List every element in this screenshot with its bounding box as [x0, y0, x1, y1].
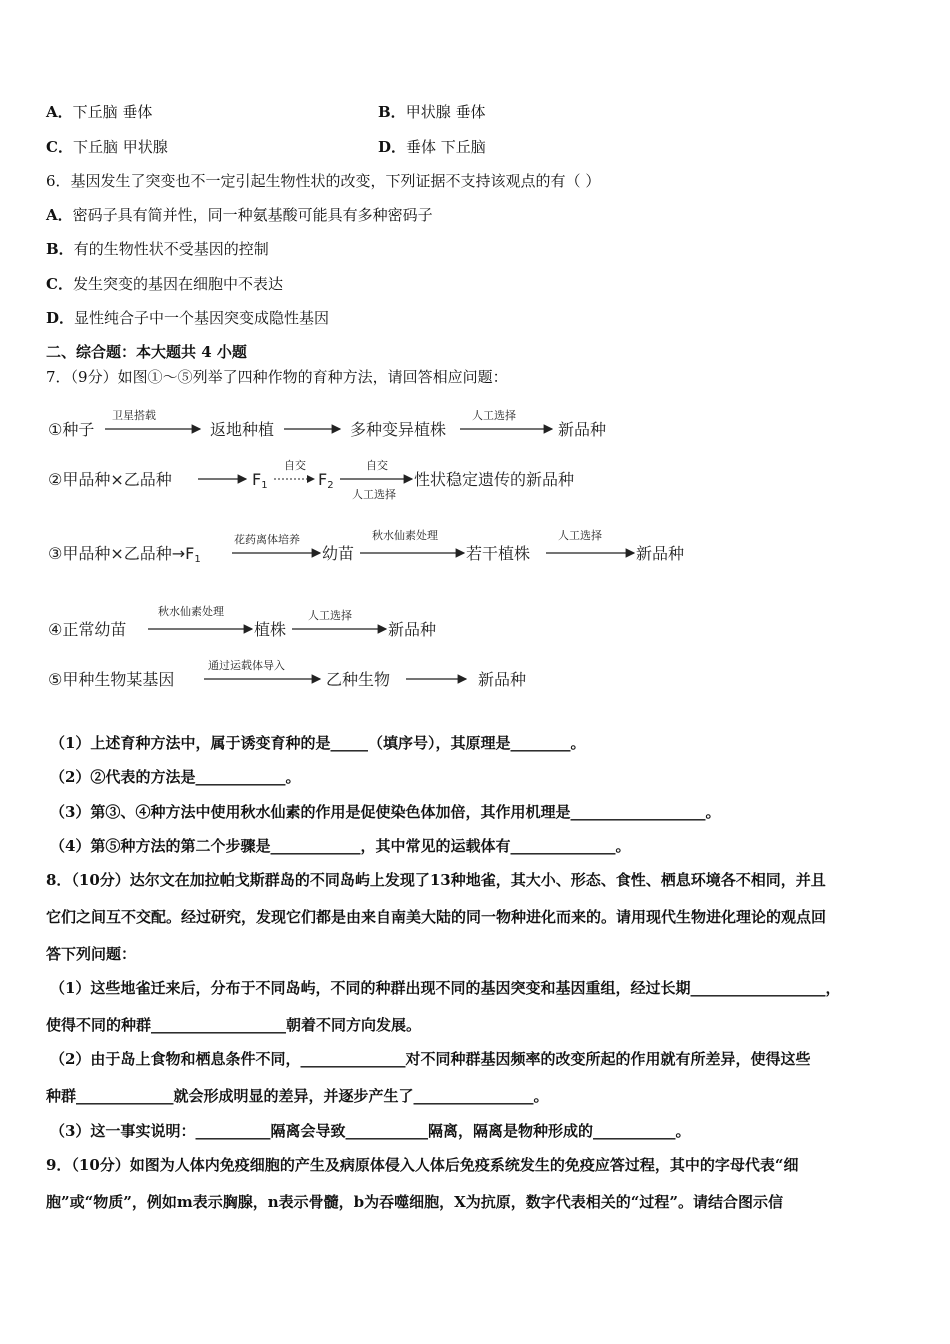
r1-arrow3-label: 人工选择 — [472, 409, 516, 422]
q6-option-c: C．发生突变的基因在细胞中不表达 — [46, 275, 283, 293]
q5-option-a: A．下丘脑 垂体 — [46, 103, 153, 121]
q7-sub2: （2）②代表的方法是____________。 — [50, 768, 301, 786]
r3-arrow1-label: 花药离体培养 — [234, 533, 300, 546]
r3-arrow2-label: 秋水仙素处理 — [372, 529, 438, 542]
r3-plants: 若干植株 — [466, 544, 531, 563]
r3-new-variety: 新品种 — [636, 544, 685, 563]
q8-sub2-a: （2）由于岛上食物和栖息条件不同，______________对不同种群基因频率的改变所起的作用就有所差异，使得这些 — [50, 1050, 811, 1068]
q7-sub1: （1）上述育种方法中，属于诱变育种的是_____（填序号），其原理是________。 — [50, 734, 586, 752]
q8-sub1-a: （1）这些地雀迁来后，分布于不同岛屿，不同的种群出现不同的基因突变和基因重组，经过长期__________________， — [50, 979, 841, 997]
r4-seedling: ④正常幼苗 — [48, 620, 127, 639]
q7-sub4: （4）第⑤种方法的第二个步骤是____________，其中常见的运载体有______________。 — [50, 837, 631, 855]
q6-option-d: D．显性纯合子中一个基因突变成隐性基因 — [46, 309, 330, 327]
r1-replant: 返地种植 — [210, 420, 275, 439]
q9-stem-2: 胞”或“物质”，例如m表示胸腺，n表示骨髓，b为吞噬细胞，X为抗原，数字代表相关的“过程”。请结合图示信 — [46, 1193, 784, 1211]
r1-new-variety: 新品种 — [558, 420, 607, 439]
r4-new-variety: 新品种 — [388, 620, 437, 639]
r2-f2: F2 — [318, 470, 334, 491]
r5-arrow1-label: 通过运载体导入 — [208, 659, 285, 672]
r5-organism: 乙种生物 — [326, 670, 391, 689]
r1-seed: ①种子 — [48, 420, 95, 439]
r1-arrow1-label: 卫星搭载 — [112, 409, 156, 422]
q8-stem-2: 它们之间互不交配。经过研究，发现它们都是由来自南美大陆的同一物种进化而来的。请用现代生物进化理论的观点回 — [46, 908, 827, 926]
q9-stem-1: 9．（10分）如图为人体内免疫细胞的产生及病原体侵入人体后免疫系统发生的免疫应答过程，其中的字母代表“细 — [46, 1156, 799, 1174]
r4-arrow1-label: 秋水仙素处理 — [158, 605, 224, 618]
q8-sub2-b: 种群_____________就会形成明显的差异，并逐步产生了________________。 — [46, 1087, 549, 1105]
q5-option-b: B．甲状腺 垂体 — [378, 103, 486, 121]
r5-new-variety: 新品种 — [478, 670, 527, 689]
q5-option-c: C．下丘脑 甲状腺 — [46, 138, 168, 156]
r2-self1-label: 自交 — [284, 459, 306, 472]
r1-variants: 多种变异植株 — [350, 420, 447, 439]
q6-option-b: B．有的生物性状不受基因的控制 — [46, 240, 269, 258]
r2-cross: ②甲品种×乙品种 — [48, 470, 172, 489]
q7-sub3: （3）第③、④种方法中使用秋水仙素的作用是促使染色体加倍，其作用机理是__________________。 — [50, 803, 721, 821]
r2-select-label: 人工选择 — [352, 488, 396, 501]
breeding-diagram — [40, 395, 720, 700]
q8-stem-3: 答下列问题： — [46, 945, 137, 963]
r3-seedling: 幼苗 — [322, 544, 355, 563]
r4-arrow2-label: 人工选择 — [308, 609, 352, 622]
r3-arrow3-label: 人工选择 — [558, 529, 602, 542]
r5-gene: ⑤甲种生物某基因 — [48, 670, 175, 689]
r3-cross: ③甲品种×乙品种→F1 — [48, 544, 201, 565]
q8-sub3: （3）这一事实说明：__________隔离会导致___________隔离，隔离是物种形成的___________。 — [50, 1122, 691, 1140]
r2-f1: F1 — [252, 470, 268, 491]
q7-stem: 7．（9分）如图①～⑤列举了四种作物的育种方法，请回答相应问题： — [46, 368, 508, 386]
r4-plant: 植株 — [254, 620, 287, 639]
q8-sub1-b: 使得不同的种群__________________朝着不同方向发展。 — [46, 1016, 422, 1034]
r2-stable-variety: 性状稳定遗传的新品种 — [414, 470, 575, 489]
q5-option-d: D．垂体 下丘脑 — [378, 138, 486, 156]
q6-option-a: A．密码子具有简并性，同一种氨基酸可能具有多种密码子 — [46, 206, 433, 224]
q8-stem-1: 8．（10分）达尔文在加拉帕戈斯群岛的不同岛屿上发现了13种地雀，其大小、形态、食性、栖息环境各不相同，并且 — [46, 871, 826, 889]
section-heading: 二、综合题：本大题共 4 小题 — [46, 343, 247, 361]
q6-stem: 6．基因发生了突变也不一定引起生物性状的改变，下列证据不支持该观点的有（ ） — [46, 172, 601, 190]
r2-self2-label: 自交 — [366, 459, 388, 472]
